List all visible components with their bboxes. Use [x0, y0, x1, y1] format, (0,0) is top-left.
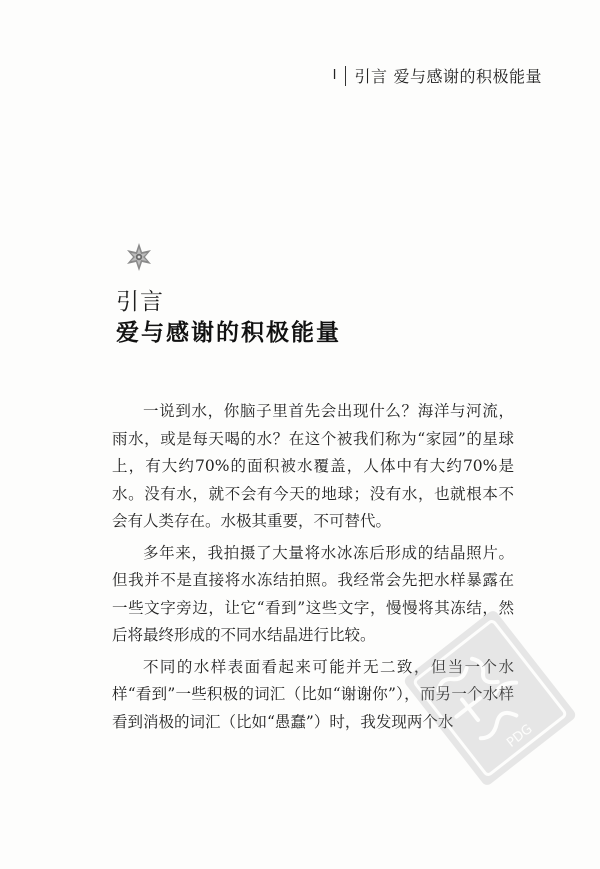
- snowflake-ornament-icon: [124, 242, 154, 272]
- paragraph: 不同的水样表面看起来可能并无二致，但当一个水样“看到”一些积极的词汇（比如“谢谢你”），而另一个水样看到消极的词汇（比如“愚蠢”）时，我发现两个水: [112, 657, 514, 731]
- header-title: 爱与感谢的积极能量: [393, 67, 542, 86]
- paragraph: 一说到水，你脑子里首先会出现什么？海洋与河流，雨水，或是每天喝的水？在这个被我们称为“家园”的星球上，有大约70%的面积被水覆盖，人体中有大约70%是水。没有水，就不会有今天的地球；没有水，也就根本不会有人类存在。水极其重要，不可替代。: [112, 402, 514, 530]
- header-divider: [345, 66, 347, 86]
- paragraph: 多年来，我拍摄了大量将水冰冻后形成的结晶照片。但我并不是直接将水冻结拍照。我经常会先把水样暴露在一些文字旁边，让它“看到”这些文字，慢慢将其冻结，然后将最终形成的不同水结晶进行比较。: [112, 543, 514, 644]
- header-section: 引言: [354, 67, 388, 86]
- chapter-label: 引言: [116, 289, 164, 315]
- stamp-text: PDG: [504, 721, 536, 751]
- chapter-title: 爱与感谢的积极能量: [116, 320, 341, 346]
- page-number: I: [332, 68, 337, 83]
- running-header: [333, 64, 542, 87]
- library-seal-watermark: [392, 600, 588, 796]
